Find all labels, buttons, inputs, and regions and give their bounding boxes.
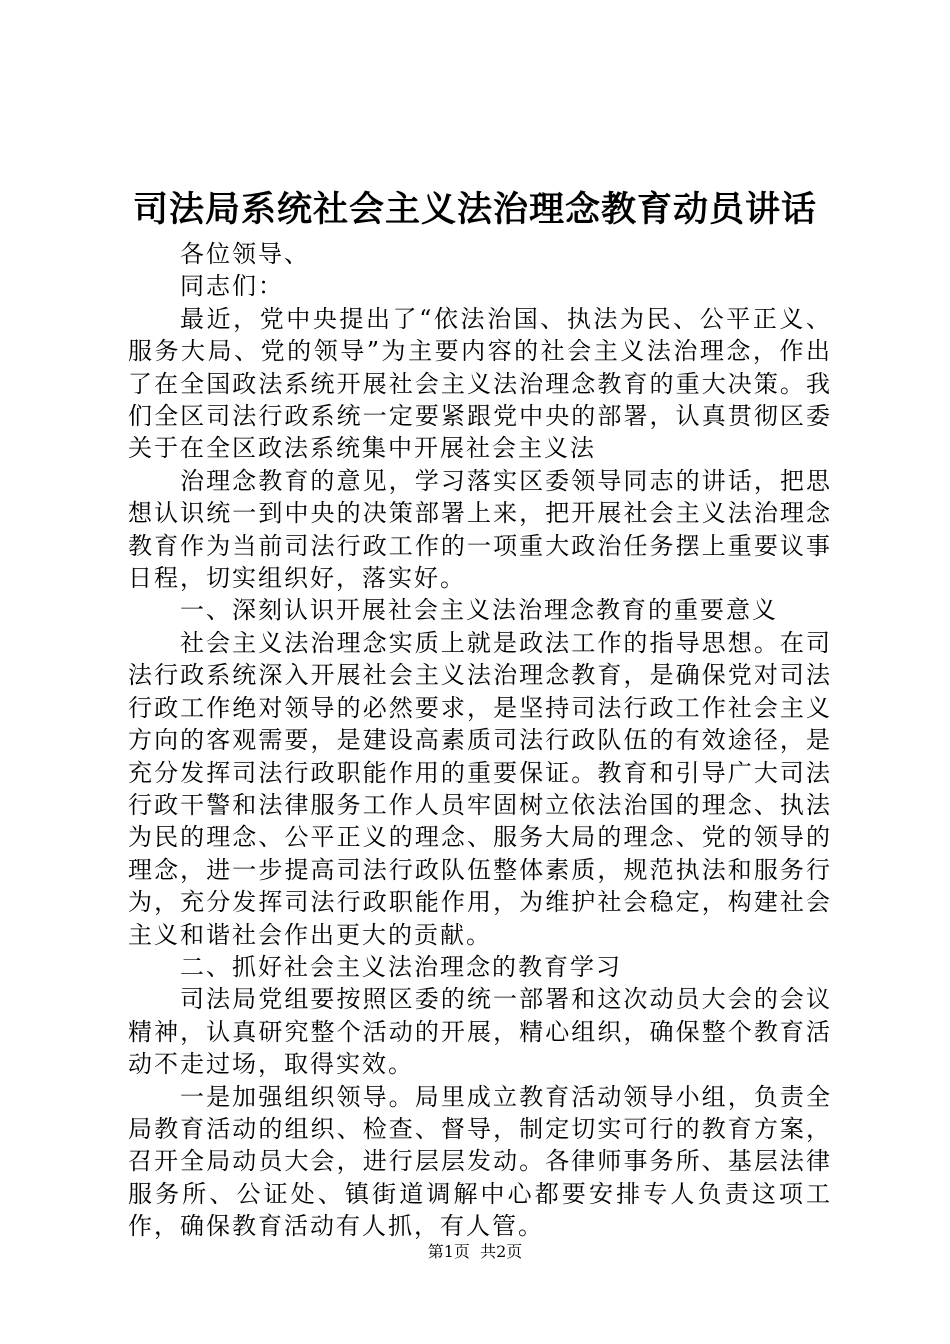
salutation-comrades: 同志们： [180, 272, 284, 301]
footer-separator [470, 1242, 480, 1261]
paragraph-study-plan: 司法局党组要按照区委的统一部署和这次动员大会的会议精神，认真研究整个活动的开展，精心组织，确保整个教育活动不走过场，取得实效。 [128, 985, 832, 1079]
paragraph-intro-continued: 治理念教育的意见，学习落实区委领导同志的讲话，把思想认识统一到中央的决策部署上来，把开展社会主义法治理念教育作为当前司法行政工作的一项重大政治任务摆上重要议事日程，切实组织好，落实好。 [128, 466, 832, 593]
paragraph-significance: 社会主义法治理念实质上就是政法工作的指导思想。在司法行政系统深入开展社会主义法治理念教育，是确保党对司法行政工作绝对领导的必然要求，是坚持司法行政工作社会主义方向的客观需要，是建设高素质司法行政队伍的有效途径，是充分发挥司法行政职能作用的重要保证。教育和引导广大司法行政干警和法律服务工作人员牢固树立依法治国的理念、执法为民的理念、公平正义的理念、服务大局的理念、党的领导的理念，进一步提高司法行政队伍整体素质，规范执法和服务行为，充分发挥司法行政职能作用，为维护社会稳定，构建社会主义和谐社会作出更大的贡献。 [128, 628, 832, 949]
section-heading-2: 二、抓好社会主义法治理念的教育学习 [180, 952, 622, 981]
paragraph-organization: 一是加强组织领导。局里成立教育活动领导小组，负责全局教育活动的组织、检查、督导，制定切实可行的教育方案，召开全局动员大会，进行层层发动。各律师事务所、基层法律服务所、公证处、镇街道调解中心都要安排专人负责这项工作，确保教育活动有人抓，有人管。 [128, 1082, 832, 1241]
paragraph-intro: 最近，党中央提出了“依法治国、执法为民、公平正义、服务大局、党的领导”为主要内容的社会主义法治理念，作出了在全国政法系统开展社会主义法治理念教育的重大决策。我们全区司法行政系统一定要紧跟党中央的部署，认真贯彻区委关于在全区政法系统集中开展社会主义法 [128, 304, 832, 463]
page-number: 第1页 [427, 1242, 470, 1261]
salutation-leaders: 各位领导、 [180, 240, 310, 268]
document-body [128, 238, 832, 1243]
document-title: 司法局系统社会主义法治理念教育动员讲话 [132, 189, 817, 230]
section-heading-1: 一、深刻认识开展社会主义法治理念教育的重要意义 [180, 596, 778, 625]
page-total: 共2页 [480, 1242, 523, 1261]
page-footer [0, 1241, 950, 1263]
